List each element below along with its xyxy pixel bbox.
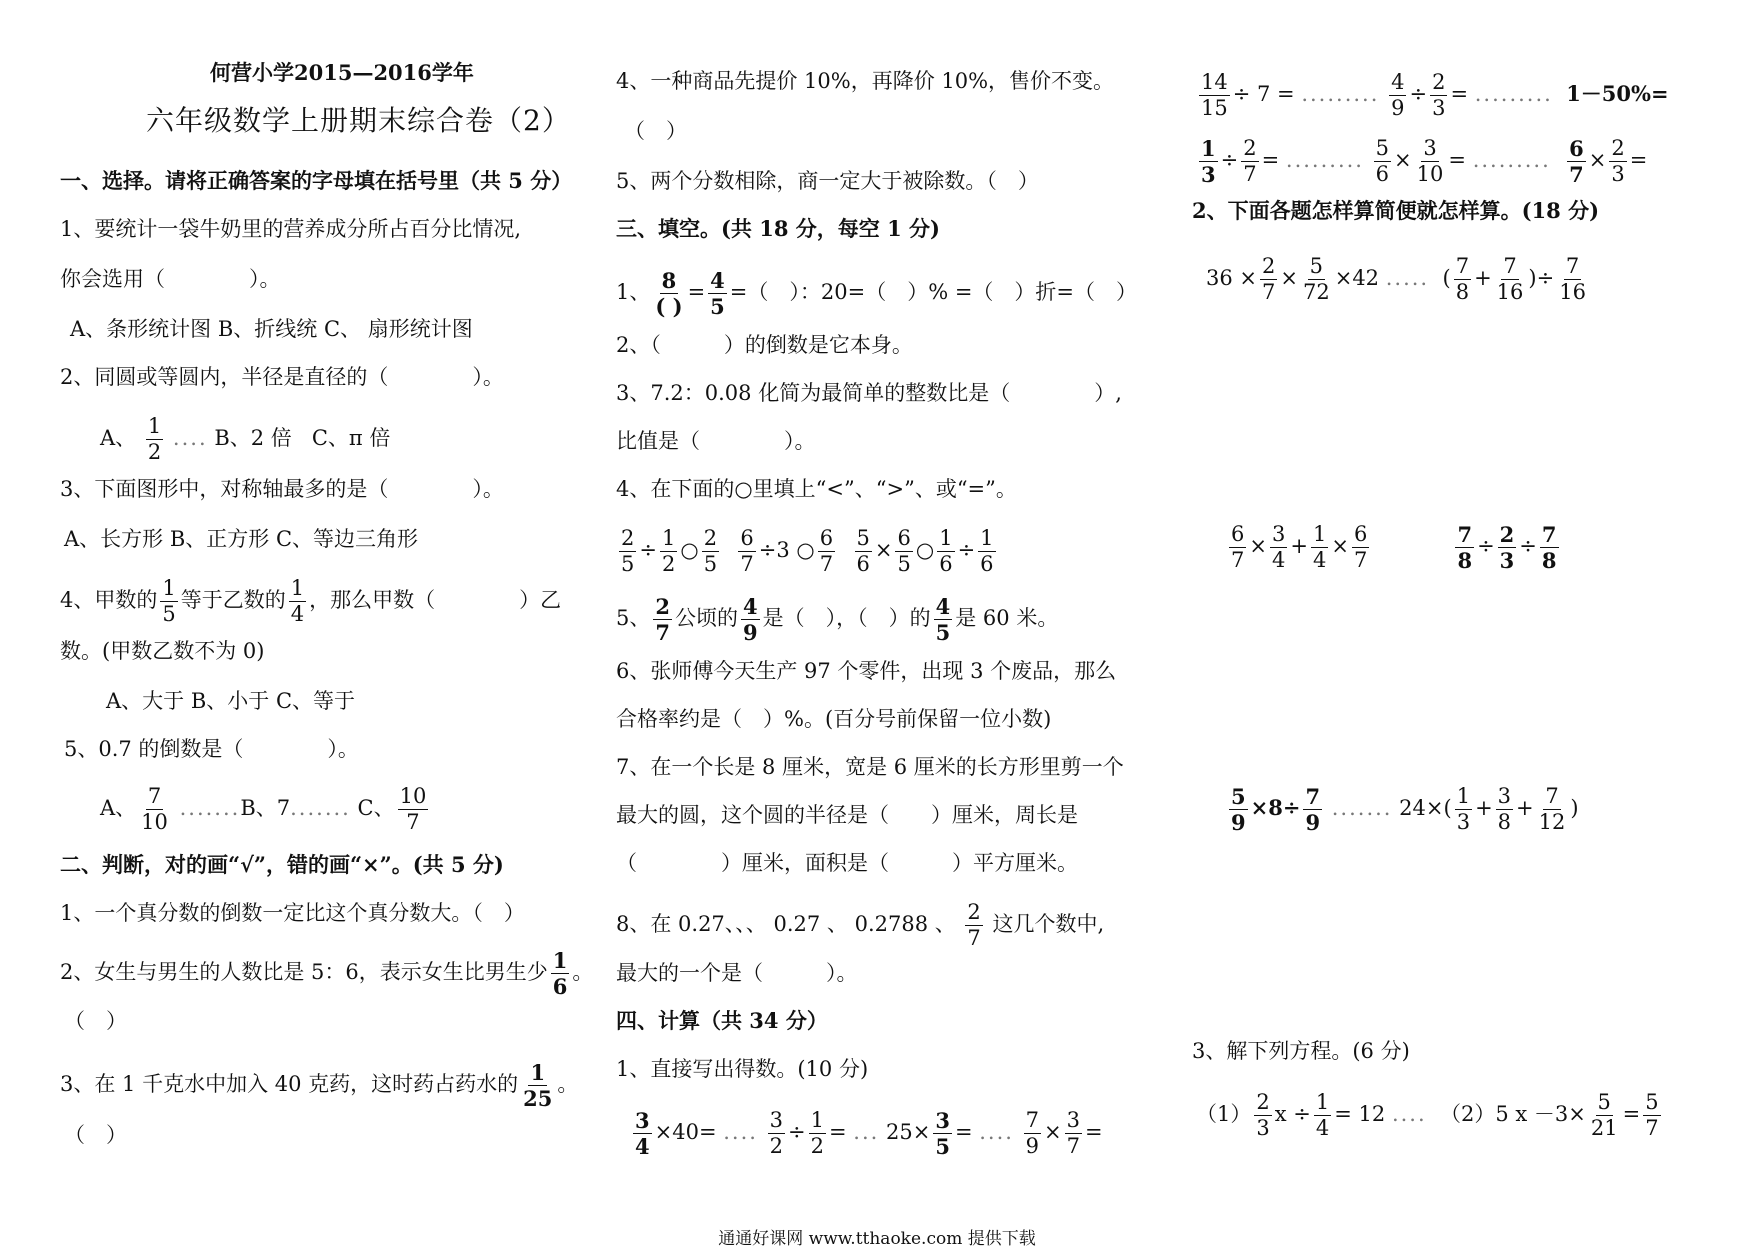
fill-3-b: 比值是（ ）。 bbox=[616, 429, 816, 453]
q1-options: A、条形统计图 B、折线统 C、 扇形统计图 bbox=[70, 317, 473, 341]
fraction-one-sixth: $\frac{1}{6}$ bbox=[552, 948, 568, 999]
fill-7-b: 最大的圆，这个圆的半径是（ ）厘米，周长是 bbox=[616, 803, 1078, 827]
calc-1-row3: $\frac{1}{3}$ ÷ $\frac{2}{7}$ = ......... $\frac{5}{6}$ × $\frac{3}{10}$ = ......... $\frac{6}{7}$ × $\frac{2}{3}$ = bbox=[1201, 136, 1648, 187]
section-judge-title: 二、判断，对的画“√”，错的画“×”。(共 5 分) bbox=[60, 852, 504, 877]
judge-2-answer: （ ） bbox=[64, 1009, 127, 1033]
calc-1-row2: $\frac{14}{15}$ ÷ 7 = ......... $\frac{4}{9}$ ÷ $\frac{2}{3}$ = ......... 1－50%= bbox=[1201, 70, 1669, 120]
fill-4-expressions: $\frac{2}{5}$ ÷ $\frac{1}{2}$ ○ $\frac{2}{5}$ $\frac{6}{7}$ ÷3 ○ $\frac{6}{7}$ $\frac{5}{6}$ × $\frac{6}{5}$ ○ $\frac{1}{6}$ ÷ $\frac{1}{6}$ bbox=[621, 526, 994, 576]
simplify-row3: $\frac{5}{9}$ ×8÷ $\frac{7}{9}$ ....... 24×( $\frac{1}{3}$ + $\frac{3}{8}$ + $\frac{7}{12}$ ) bbox=[1231, 784, 1579, 835]
fraction-ten-sevenths: $\frac{10}{7}$ bbox=[399, 784, 427, 834]
footer-source: 通通好课网 www.tthaoke.com 提供下载 bbox=[718, 1229, 1036, 1249]
judge-3-answer: （ ） bbox=[64, 1123, 127, 1147]
judge-4-answer: （ ） bbox=[624, 119, 687, 143]
fill-1: 1、 $\frac{8}{( )}$ = $\frac{4}{5}$ =（ ）：20=（ ）% =（ ）折=（ ） bbox=[616, 268, 1138, 319]
school-year-heading: 何营小学2015—2016学年 bbox=[210, 60, 474, 85]
fraction-one-half: $\frac{1}{2}$ bbox=[147, 414, 162, 464]
fill-2: 2、（ ）的倒数是它本身。 bbox=[616, 333, 913, 357]
simplify-row1: 36 × $\frac{2}{7}$ × $\frac{5}{72}$ ×42 ..... ( $\frac{7}{8}$ + $\frac{7}{16}$ )÷ $\frac{7}{16}$ bbox=[1206, 254, 1586, 304]
fraction-one-quarter: $\frac{1}{4}$ bbox=[290, 576, 305, 626]
judge-2: 2、女生与男生的人数比是 5：6，表示女生比男生少 $\frac{1}{6}$ 。 bbox=[60, 948, 594, 999]
q3-text: 3、下面图形中，对称轴最多的是（ ）。 bbox=[60, 477, 504, 501]
fraction-seven-tenths: $\frac{7}{10}$ bbox=[141, 784, 168, 834]
fraction-one-fifth: $\frac{1}{5}$ bbox=[162, 576, 176, 626]
judge-3: 3、在 1 千克水中加入 40 克药，这时药占药水的 $\frac{1}{25}$ 。 bbox=[60, 1060, 579, 1111]
fill-6-b: 合格率约是（ ）%。(百分号前保留一位小数) bbox=[616, 707, 1052, 731]
middle-column bbox=[600, 0, 1170, 1200]
calc-1-expressions: $\frac{3}{4}$ ×40= .... $\frac{3}{2}$ ÷ $\frac{1}{2}$ = ... 25× $\frac{3}{5}$ = .... $\frac{7}{9}$ × $\frac{3}{7}$ = bbox=[635, 1108, 1103, 1159]
fill-4: 4、在下面的○里填上“<”、“>”、或“=”。 bbox=[616, 477, 1017, 501]
fraction-one-25th: $\frac{1}{25}$ bbox=[523, 1060, 553, 1111]
simplify-title: 2、下面各题怎样算简便就怎样算。(18 分) bbox=[1192, 198, 1600, 223]
q2-option-a: A、 bbox=[100, 426, 137, 450]
left-column bbox=[0, 0, 594, 1200]
section-fill-title: 三、填空。(共 18 分，每空 1 分) bbox=[616, 216, 940, 241]
fill-5: 5、 $\frac{2}{7}$ 公顷的 $\frac{4}{9}$ 是（ ），（ ）的 $\frac{4}{5}$ 是 60 米。 bbox=[616, 594, 1059, 645]
q5-text: 5、0.7 的倒数是（ ）。 bbox=[64, 737, 359, 761]
section-calc-title: 四、计算（共 34 分） bbox=[616, 1008, 828, 1033]
q4-options: A、大于 B、小于 C、等于 bbox=[106, 689, 356, 713]
q4-line-b: 数。(甲数乙数不为 0) bbox=[60, 639, 265, 663]
q4-line-a: 4、甲数的 $\frac{1}{5}$ 等于乙数的 $\frac{1}{4}$ ，那么甲数（ ）乙 bbox=[60, 576, 562, 626]
fill-3-a: 3、7.2：0.08 化简为最简单的整数比是（ ）, bbox=[616, 381, 1122, 405]
judge-5: 5、两个分数相除，商一定大于被除数。（ ） bbox=[616, 169, 1039, 193]
q5-options: A、 $\frac{7}{10}$ .......B、7....... C、 $\frac{10}{7}$ bbox=[100, 784, 427, 834]
fill-7-c: （ ）厘米，面积是（ ）平方厘米。 bbox=[616, 851, 1078, 875]
right-column bbox=[1180, 0, 1750, 1200]
page-title: 六年级数学上册期末综合卷（2） bbox=[146, 104, 571, 137]
fraction-eight-over-blank: $\frac{8}{( )}$ bbox=[655, 268, 683, 319]
simplify-row2: $\frac{6}{7}$ × $\frac{3}{4}$ + $\frac{1}{4}$ × $\frac{6}{7}$ $\frac{7}{8}$ ÷ $\frac{2}{3}$ ÷ $\frac{7}{8}$ bbox=[1231, 522, 1557, 573]
q1-line-a: 1、要统计一袋牛奶里的营养成分所占百分比情况, bbox=[60, 217, 522, 241]
q2-options: A、 $\frac{1}{2}$ .... B、2 倍 C、π 倍 bbox=[100, 414, 391, 464]
fill-6-a: 6、张师傅今天生产 97 个零件，出现 3 个废品，那么 bbox=[616, 659, 1117, 683]
fraction-four-fifths: $\frac{4}{5}$ bbox=[710, 268, 725, 319]
q1-line-b: 你会选用（ ）。 bbox=[60, 267, 281, 291]
equation-title: 3、解下列方程。(6 分) bbox=[1192, 1039, 1410, 1063]
q3-options: A、长方形 B、正方形 C、等边三角形 bbox=[64, 527, 419, 551]
q2-option-c: C、π 倍 bbox=[311, 426, 391, 450]
fill-8-a: 8、在 0.27、、、 0.27 、 0.2788 、 $\frac{2}{7}$ 这几个数中, bbox=[616, 900, 1105, 950]
equations: （1） $\frac{2}{3}$ x ÷ $\frac{1}{4}$ = 12 .... （2）5 x －3× $\frac{5}{21}$ = $\frac{5}{7}$ bbox=[1196, 1090, 1659, 1140]
q2-option-b: B、2 倍 bbox=[214, 426, 292, 450]
q2-text: 2、同圆或等圆内，半径是直径的（ ）。 bbox=[60, 365, 504, 389]
section-choice-title: 一、选择。请将正确答案的字母填在括号里（共 5 分） bbox=[60, 168, 573, 193]
judge-1: 1、一个真分数的倒数一定比这个真分数大。（ ） bbox=[60, 901, 525, 925]
fill-7-a: 7、在一个长是 8 厘米，宽是 6 厘米的长方形里剪一个 bbox=[616, 755, 1124, 779]
calc-1-title: 1、直接写出得数。(10 分) bbox=[616, 1057, 869, 1081]
judge-4: 4、一种商品先提价 10%，再降价 10%，售价不变。 bbox=[616, 69, 1115, 93]
fill-8-b: 最大的一个是（ ）。 bbox=[616, 961, 858, 985]
